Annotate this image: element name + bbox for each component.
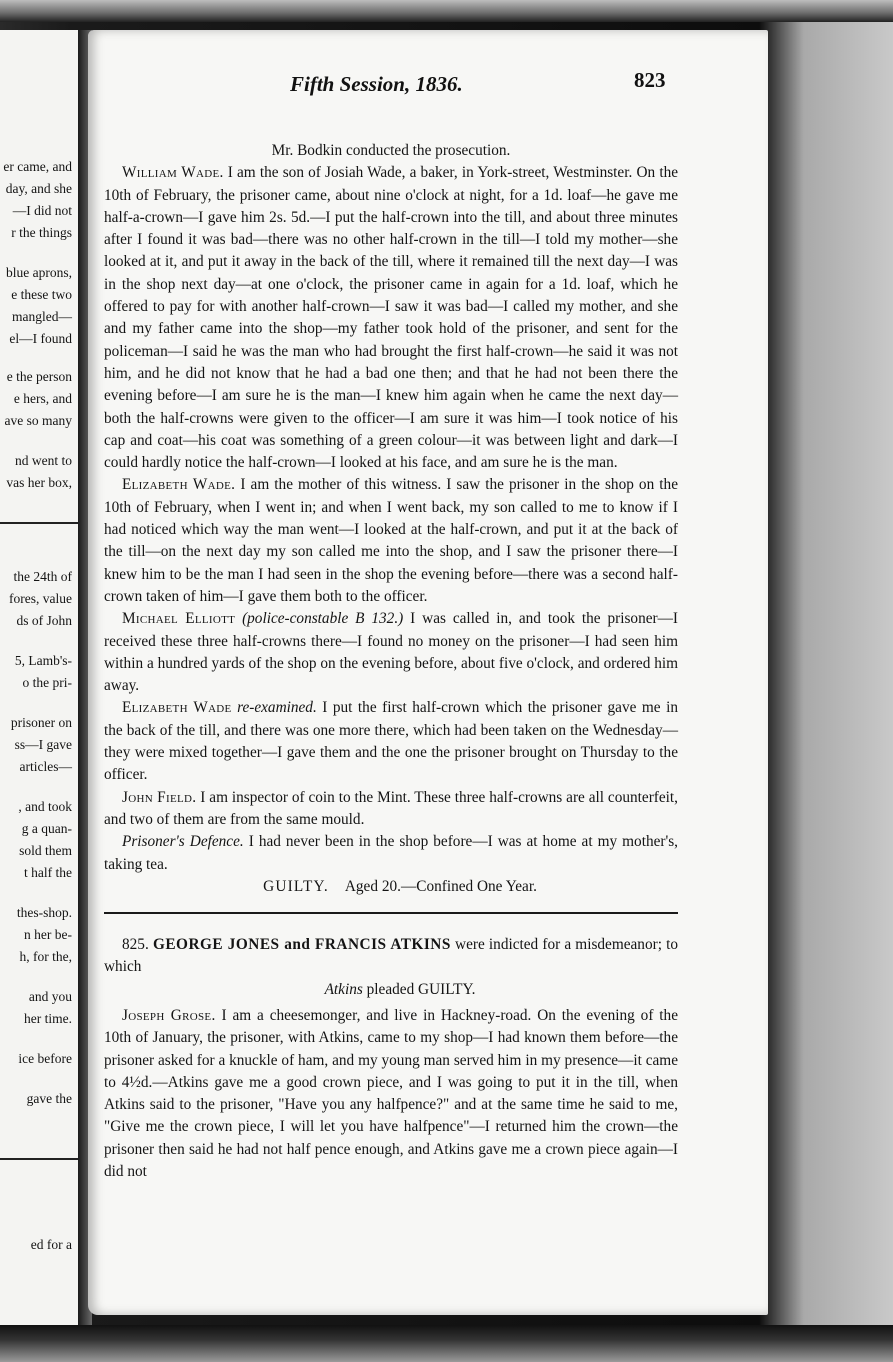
left-page-line: —I did not [12,203,72,218]
left-page-line: ss—I gave [14,737,72,752]
verdict-guilty: GUILTY. [263,877,329,895]
defence-paragraph [104,831,678,876]
left-page-line: er came, and [3,159,72,174]
case-heading [104,934,678,979]
left-page-line: the 24th of [13,569,72,584]
testimony-text: I am the mother of this witness. I saw the prisoner in the shop on the 10th of February, when I went in; and when I went back, my son called to me to know if I had noticed which way the man went—I looked at the half-crown, and put it at the back of the till—on the next day my son called me into the shop, and I saw the prisoner there—I knew him to be the man I had seen in the shop the evening before—there was a second half-crown taken of him—I gave them both to the officer. [104,476,678,605]
page-number: 823 [634,68,666,92]
left-page-line: , and took [18,799,72,814]
speaker-name: Joseph Grose. [122,1006,216,1024]
left-page-line: vas her box, [6,475,72,490]
left-page-line: ds of John [16,613,72,628]
testimony-text: I am inspector of coin to the Mint. These three half-crowns are all counterfeit, and two of them are from the same mould. [104,788,678,828]
left-page-line: articles— [19,759,72,774]
testimony-text: I put the first half-crown which the prisoner gave me in the back of the till, and there was one more there, which had been taken on the Wednesday—they were mixed together—I gave them and the one the prisoner brought on Thursday to the officer. [104,699,678,784]
left-page-line: e hers, and [13,391,72,406]
speaker-name: John Field. [122,788,197,806]
plea-line [104,979,678,1001]
testimony-paragraph [104,608,678,697]
testimony-paragraph [104,787,678,832]
left-page-line: and you [28,989,72,1004]
left-page-line: blue aprons, [6,265,72,280]
speaker-note: (police-constable B 132.) [242,610,404,628]
left-page-line: her time. [24,1011,72,1026]
verdict [104,876,678,898]
speaker-note: re-examined. [237,699,317,717]
left-page-line: ed for a [30,1237,72,1252]
left-page-line: prisoner on [10,715,72,730]
left-page-divider [0,1158,78,1160]
verdict-sentence: Aged 20.—Confined One Year. [344,877,537,895]
left-page-line: nd went to [15,453,72,468]
left-page [0,30,81,1330]
left-page-line: sold them [19,843,72,858]
prosecution-line: Mr. Bodkin conducted the prosecution. [271,142,511,159]
testimony-paragraph [104,1005,678,1183]
left-page-line: mangled— [12,309,72,324]
testimony-paragraph [104,697,678,786]
case-number: 825. [122,936,149,954]
left-page-line: gave the [26,1091,72,1106]
left-page-line: fores, value [9,591,72,606]
case-charge: were indicted for a misdemeanor; to which [104,936,679,976]
left-page-divider [0,522,78,524]
scan-top-edge [0,0,893,22]
testimony-paragraph [104,162,678,474]
main-text [104,140,678,1183]
left-page-line: e the person [6,369,72,384]
left-page-line: t half the [24,865,72,880]
left-page-line: e these two [11,287,72,302]
case-divider [104,912,678,914]
testimony-text: I had never been in the shop before—I was at home at my mother's, taking tea. [104,833,679,873]
left-page-line: h, for the, [19,949,72,964]
testimony-text: I am the son of Josiah Wade, a baker, in York-street, Westminster. On the 10th of February, the prisoner came, about nine o'clock at night, for a 1d. loaf—he gave me half-a-crown—I gave him 2s. 5d.—I put the half-crown into the till, and about three minutes after I found it was bad—there was no other half-crown in the till—I told my mother—she looked at it, and put it away in the back of the till, where it remained till the next day—I was in the shop next day—at one o'clock, the prisoner came in again for a 1d. loaf, which he offered to pay for with another half-crown—I saw it was bad—I called my mother, and she and my father came into the shop—my father took hold of the prisoner, and sent for the policeman—I said he was the man who had brought the first half-crown—he said it was not him, and he did not know that he had a bad one then; and that he had not been there the evening before—I am sure he is the man—I knew him again when he came the next day—both the half-crowns were given to the officer—I am sure it was him—I took notice of his cap and coat—his coat was something of a green colour—it was between light and dark—I could hardly notice the half-crown—I looked at his face, and am sure he is the man. [104,164,679,472]
speaker-name: Elizabeth Wade [122,699,232,717]
speaker-name: Prisoner's Defence. [122,833,244,851]
plea-name: Atkins [324,980,363,998]
scan-bottom-edge [0,1325,893,1362]
left-page-line: 5, Lamb's- [14,653,72,668]
left-page-line: r the things [11,225,72,240]
left-page-line: g a quan- [21,821,72,836]
left-page-line: ave so many [4,413,72,428]
testimony-paragraph [104,474,678,608]
speaker-name: Michael Elliott [122,610,236,628]
left-page-line: thes-shop. [16,905,72,920]
left-page-line: n her be- [24,927,72,942]
defendant-names: GEORGE JONES and FRANCIS ATKINS [152,936,451,954]
running-title: Fifth Session, 1836. [290,72,463,96]
left-page-line: o the pri- [22,675,72,690]
left-page-line: ice before [18,1051,72,1066]
speaker-name: William Wade. [122,164,224,182]
plea-text: pleaded GUILTY. [366,980,476,998]
testimony-text: I am a cheesemonger, and live in Hackney-road. On the evening of the 10th of January, the prisoner, with Atkins, came to my shop—I had known them before—the prisoner asked for a knuckle of ham, and my young man served him in my presence—it came to 4½d.—Atkins gave me a good crown piece, and I was going to put it in the till, when Atkins said to the prisoner, "Have you any halfpence?" and at the same time he said to me, "Give me the crown piece, I will let you have halfpence"—I returned him the crown—the prisoner then said he had not half pence enough, and Atkins gave me a crown piece again—I did not [104,1006,678,1181]
speaker-name: Elizabeth Wade. [122,476,236,494]
page-header [180,66,760,106]
left-page-line: el—I found [9,331,72,346]
left-page-line: day, and she [5,181,72,196]
testimony-text: I was called in, and took the prisoner—I received these three half-crowns there—I found no money on the prisoner—I had seen him within a hundred yards of the shop on the evening before, about five o'clock, and ordered him away. [104,610,679,695]
